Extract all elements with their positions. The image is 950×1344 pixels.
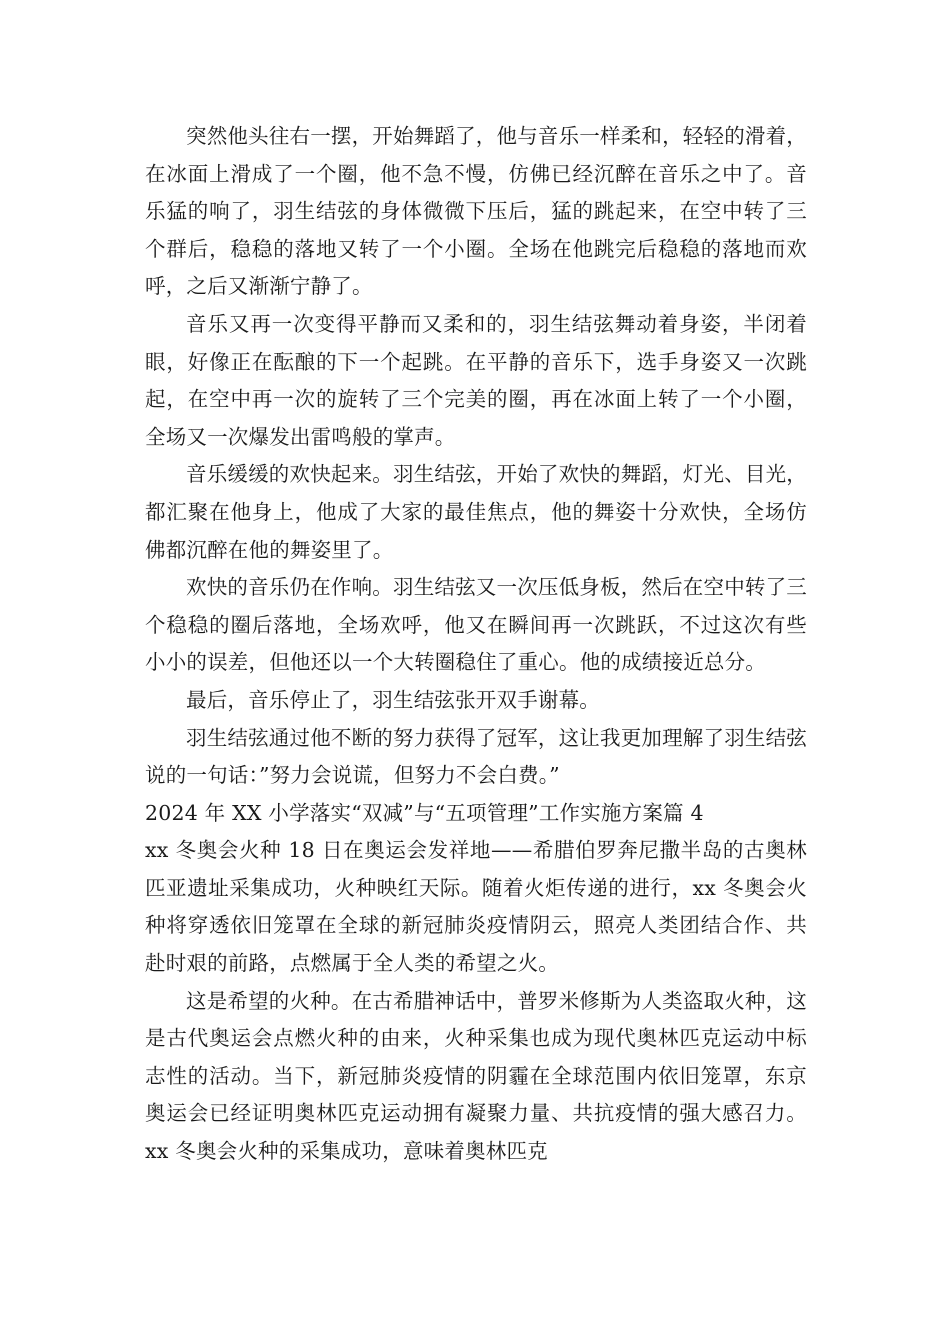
paragraph-skating-start: 突然他头往右一摆，开始舞蹈了，他与音乐一样柔和，轻轻的滑着，在冰面上滑成了一个圈，他不急不慢，仿佛已经沉醉在音乐之中了。音乐猛的响了，羽生结弦的身体微微下压后，猛的跳起来，在空中转了三个群后，稳稳的落地又转了一个小圈。全场在他跳完后稳稳的落地而欢呼，之后又渐渐宁静了。 [145,124,807,299]
paragraph-olympic-flame: xx 冬奥会火种 18 日在奥运会发祥地——希腊伯罗奔尼撒半岛的古奥林匹亚遗址采集成功，火种映红天际。随着火炬传递的进行，xx 冬奥会火种将穿透依旧笼罩在全球的新冠肺炎疫情阴云，照亮人类团结合作、共赴时艰的前路，点燃属于全人类的希望之火。 [145,838,807,976]
section-heading: 2024 年 XX 小学落实“双减”与“五项管理”工作实施方案篇 4 [145,800,704,825]
paragraph-calm-music: 音乐又再一次变得平静而又柔和的，羽生结弦舞动着身姿，半闭着眼，好像正在酝酿的下一个起跳。在平静的音乐下，选手身姿又一次跳起，在空中再一次的旋转了三个完美的圈，再在冰面上转了一个小圈，全场又一次爆发出雷鸣般的掌声。 [145,311,807,449]
paragraph-conclusion: 羽生结弦通过他不断的努力获得了冠军，这让我更加理解了羽生结弦说的一句话：”努力会说谎，但努力不会白费。” [145,725,807,788]
paragraph-jump: 欢快的音乐仍在作响。羽生结弦又一次压低身板，然后在空中转了三个稳稳的圈后落地，全场欢呼，他又在瞬间再一次跳跃，不过这次有些小小的误差，但他还以一个大转圈稳住了重心。他的成绩接近总分。 [145,575,807,675]
document-page [145,118,807,1171]
paragraph-hope-flame: 这是希望的火种。在古希腊神话中，普罗米修斯为人类盗取火种，这是古代奥运会点燃火种的由来，火种采集也成为现代奥林匹克运动中标志性的活动。当下，新冠肺炎疫情的阴霾在全球范围内依旧笼罩，东京奥运会已经证明奥林匹克运动拥有凝聚力量、共抗疫情的强大感召力。xx 冬奥会火种的采集成功，意味着奥林匹克 [145,988,807,1164]
paragraph-curtain-call: 最后，音乐停止了，羽生结弦张开双手谢幕。 [186,687,600,712]
paragraph-cheerful-music: 音乐缓缓的欢快起来。羽生结弦，开始了欢快的舞蹈，灯光、目光，都汇聚在他身上，他成了大家的最佳焦点，他的舞姿十分欢快，全场仿佛都沉醉在他的舞姿里了。 [145,462,807,562]
